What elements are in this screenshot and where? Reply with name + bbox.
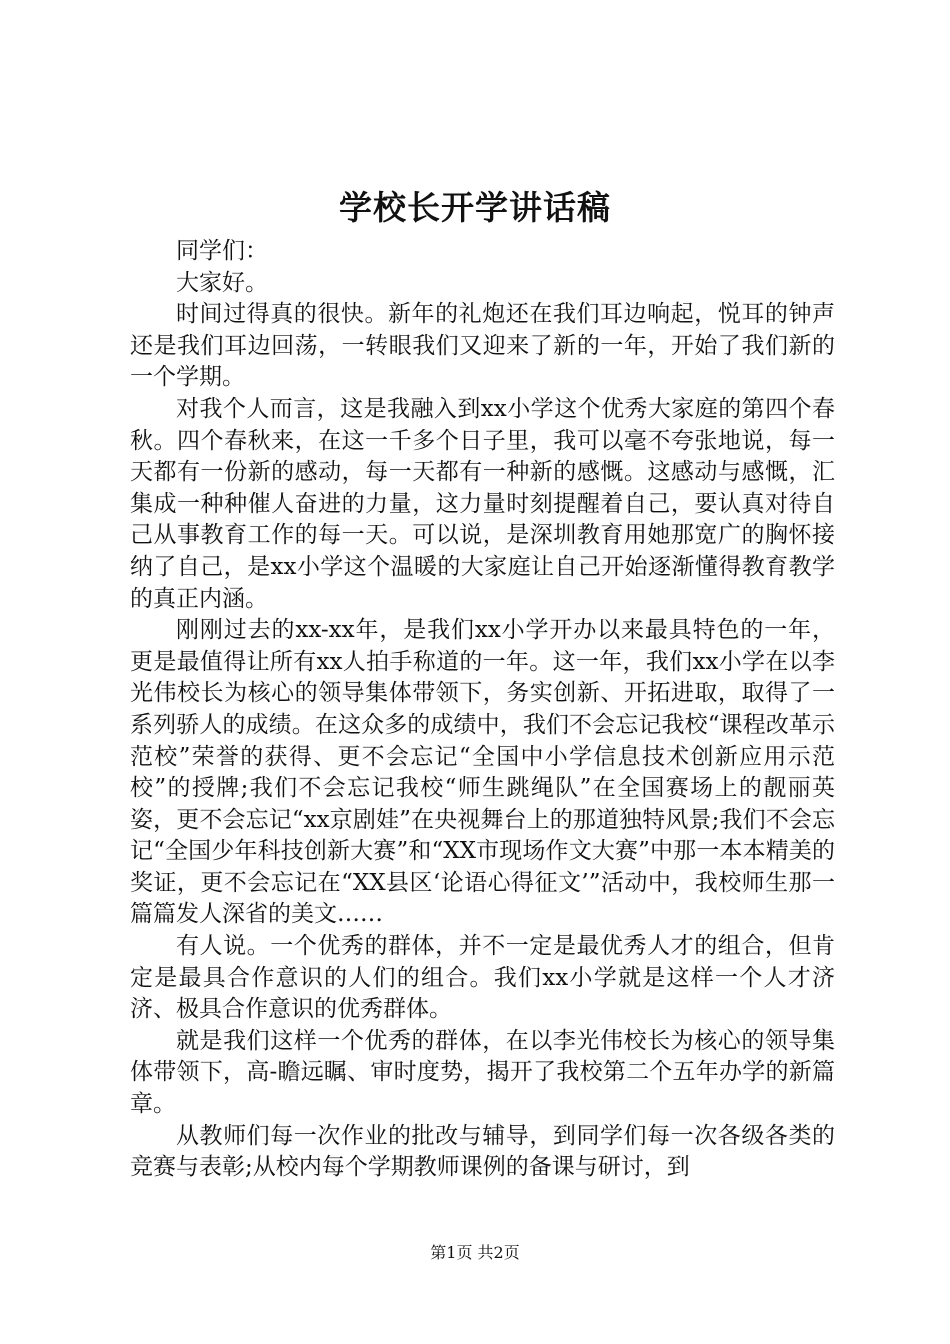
salutation: 同学们：: [176, 238, 268, 264]
document-body: [130, 236, 835, 1184]
body-paragraph: 从教师们每一次作业的批改与辅导，到同学们每一次各级各类的竞赛与表彰;从校内每个学期教师课例的备课与研讨，到: [130, 1122, 835, 1181]
body-paragraph: 对我个人而言，这是我融入到xx小学这个优秀大家庭的第四个春秋。四个春秋来，在这一千多个日子里，我可以毫不夸张地说，每一天都有一份新的感动，每一天都有一种新的感慨。这感动与感慨，汇集成一种种催人奋进的力量，这力量时刻提醒着自己，要认真对待自己从事教育工作的每一天。可以说，是深圳教育用她那宽广的胸怀接纳了自己，是xx小学这个温暖的大家庭让自己开始逐渐懂得教育教学的真正内涵。: [130, 395, 835, 612]
body-paragraph: 时间过得真的很快。新年的礼炮还在我们耳边响起，悦耳的钟声还是我们耳边回荡，一转眼我们又迎来了新的一年，开始了我们新的一个学期。: [130, 301, 835, 391]
body-paragraph: 有人说。一个优秀的群体，并不一定是最优秀人才的组合，但肯定是最具合作意识的人们的组合。我们xx小学就是这样一个人才济济、极具合作意识的优秀群体。: [130, 933, 835, 1023]
page-number-footer: 第1页 共2页: [430, 1243, 520, 1262]
greeting: 大家好。: [176, 269, 268, 296]
document-title: 学校长开学讲话稿: [339, 188, 611, 227]
body-paragraph: 刚刚过去的xx-xx年，是我们xx小学开办以来最具特色的一年，更是最值得让所有xx人拍手称道的一年。这一年，我们xx小学在以李光伟校长为核心的领导集体带领下，务实创新、开拓进取，取得了一系列骄人的成绩。在这众多的成绩中，我们不会忘记我校“课程改革示范校”荣誉的获得、更不会忘记“全国中小学信息技术创新应用示范校”的授牌;我们不会忘记我校“师生跳绳队”在全国赛场上的靓丽英姿，更不会忘记“xx京剧娃”在央视舞台上的那道独特风景;我们不会忘记“全国少年科技创新大赛”和“XX市现场作文大赛”中那一本本精美的奖证，更不会忘记在“XX县区‘论语心得征文’”活动中，我校师生那一篇篇发人深省的美文……: [130, 617, 835, 928]
body-paragraph: 就是我们这样一个优秀的群体，在以李光伟校长为核心的领导集体带领下，高-瞻远瞩、审时度势，揭开了我校第二个五年办学的新篇章。: [130, 1027, 835, 1118]
